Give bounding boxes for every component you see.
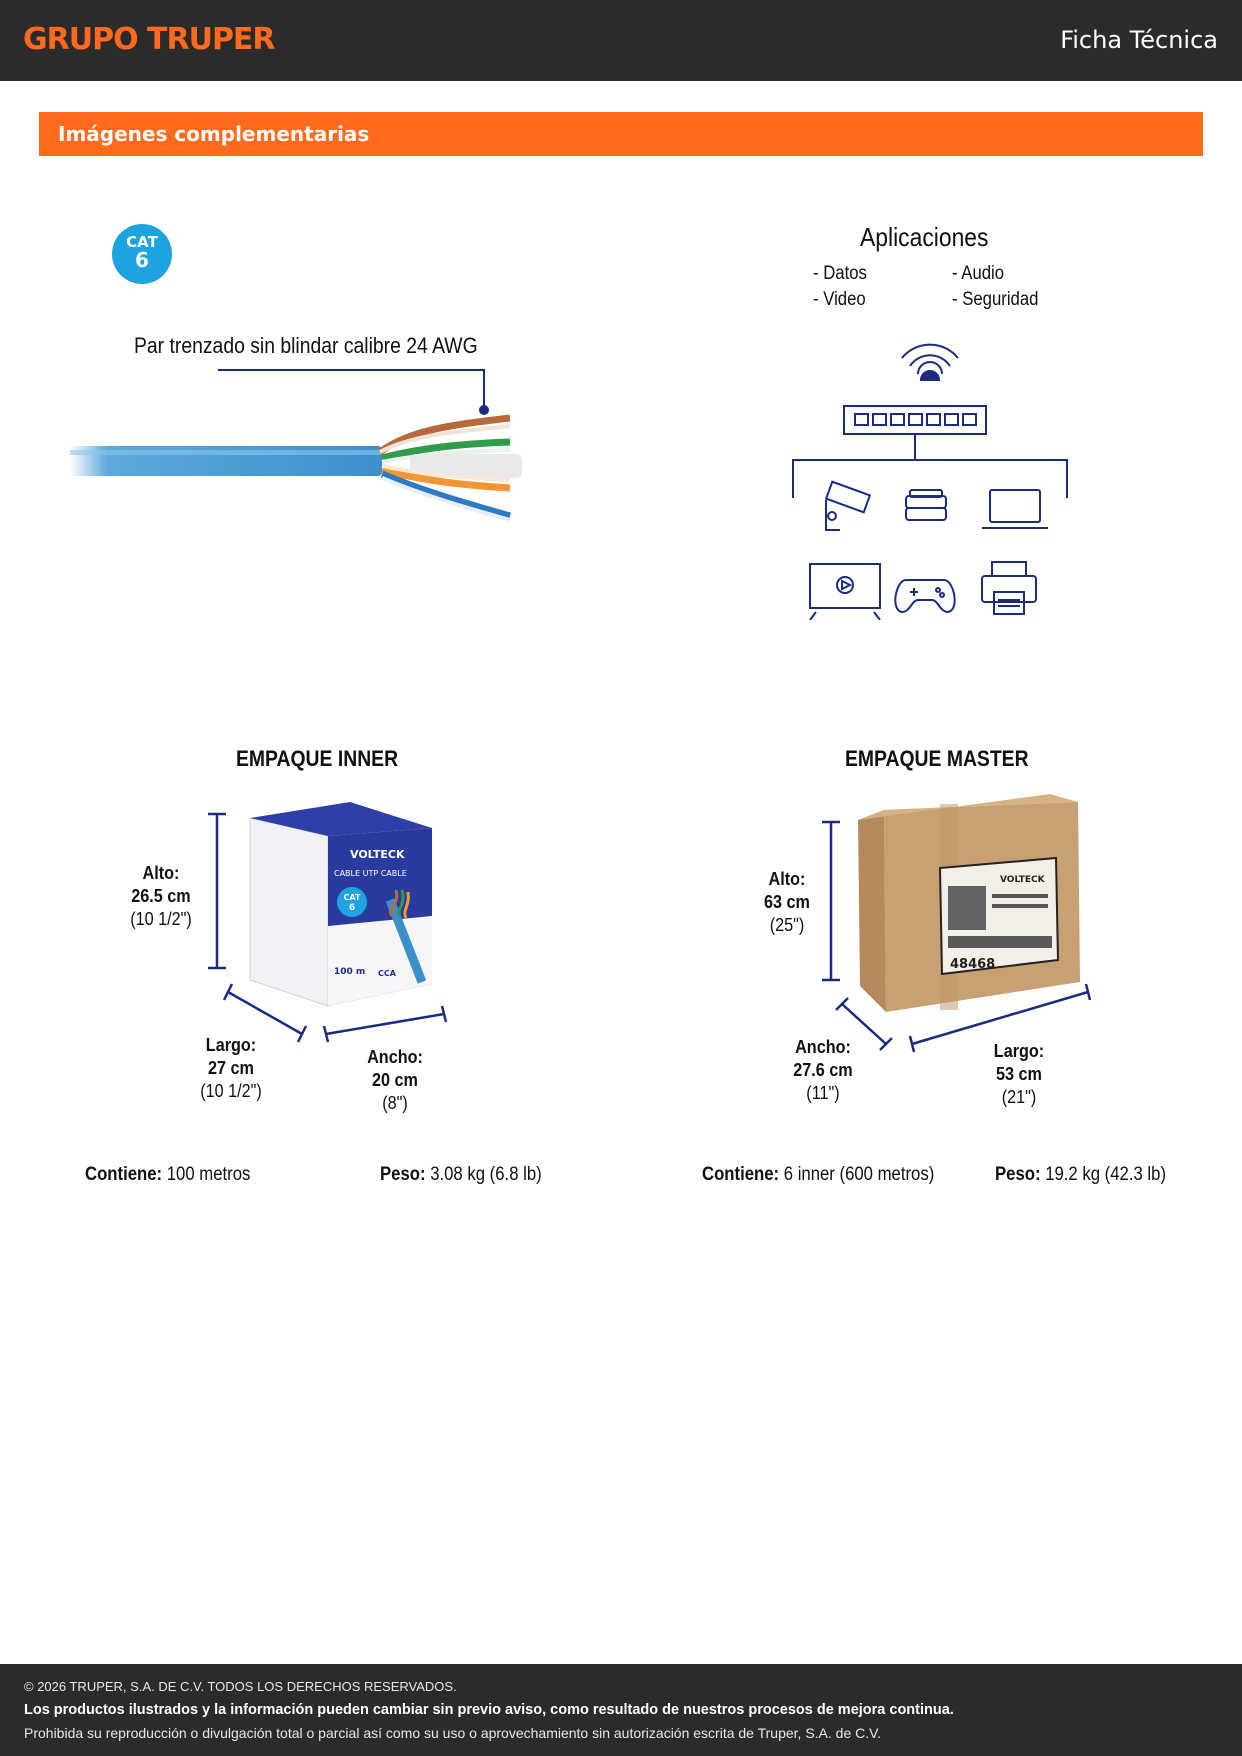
cat6-badge bbox=[112, 224, 172, 284]
svg-text:CCA: CCA bbox=[378, 969, 396, 978]
applications-title: Aplicaciones bbox=[860, 222, 989, 252]
inner-weight bbox=[380, 1164, 542, 1186]
cat-badge-label: CAT bbox=[126, 233, 158, 251]
dimension-imperial: (21") bbox=[1001, 1087, 1037, 1107]
application-item: - Audio bbox=[952, 263, 1005, 284]
dimension-label: Alto: bbox=[768, 869, 806, 889]
master-ancho-dimension bbox=[774, 1036, 873, 1105]
game-controller-icon bbox=[895, 580, 954, 612]
inner-pack-title: EMPAQUE INNER bbox=[236, 746, 399, 771]
weight-value: 19.2 kg (42.3 lb) bbox=[1045, 1164, 1167, 1185]
dimension-label: Largo: bbox=[205, 1035, 257, 1055]
master-contents bbox=[702, 1164, 934, 1186]
weight-label: Peso: bbox=[380, 1164, 426, 1185]
dimension-imperial: (8") bbox=[382, 1093, 408, 1113]
dimension-value: 26.5 cm bbox=[131, 886, 191, 906]
dimension-value: 27.6 cm bbox=[793, 1060, 853, 1080]
inner-box-image bbox=[200, 796, 460, 1046]
section-title: Imágenes complementarias bbox=[58, 122, 370, 146]
notice-text: Los productos ilustrados y la información pueden cambiar sin previo aviso, como resultado de nuestros procesos de mejora continua. bbox=[24, 1702, 954, 1718]
laptop-icon bbox=[982, 490, 1048, 528]
inner-ancho-dimension bbox=[346, 1046, 445, 1115]
smart-tv-icon bbox=[810, 564, 880, 620]
cat-badge-number: 6 bbox=[135, 248, 149, 272]
svg-text:6: 6 bbox=[348, 903, 356, 913]
section-header-bar bbox=[39, 112, 1203, 156]
wifi-icon bbox=[902, 345, 958, 380]
network-diagram bbox=[780, 330, 1080, 620]
dimension-value: 53 cm bbox=[996, 1064, 1042, 1084]
dimension-imperial: (11") bbox=[806, 1083, 840, 1103]
weight-label: Peso: bbox=[995, 1164, 1041, 1185]
application-item: - Seguridad bbox=[952, 289, 1039, 310]
inner-largo-dimension bbox=[182, 1034, 281, 1103]
svg-text:VOLTECK: VOLTECK bbox=[350, 848, 405, 861]
svg-text:CABLE UTP CABLE: CABLE UTP CABLE bbox=[334, 869, 407, 878]
copyright-text: © 2026 TRUPER, S.A. DE C.V. TODOS LOS DERECHOS RESERVADOS. bbox=[24, 1679, 457, 1694]
dimension-label: Alto: bbox=[142, 863, 180, 883]
master-alto-dimension bbox=[738, 868, 837, 937]
svg-text:100 m: 100 m bbox=[334, 967, 366, 977]
weight-value: 3.08 kg (6.8 lb) bbox=[430, 1164, 542, 1185]
master-weight bbox=[995, 1164, 1166, 1186]
media-device-icon bbox=[906, 490, 946, 520]
master-pack-title: EMPAQUE MASTER bbox=[845, 746, 1029, 771]
inner-alto-dimension bbox=[112, 862, 211, 931]
dimension-imperial: (10 1/2") bbox=[130, 909, 192, 929]
dimension-imperial: (25") bbox=[769, 915, 805, 935]
truper-logo: GRUPO TRUPER bbox=[23, 22, 275, 57]
dimension-value: 27 cm bbox=[208, 1058, 254, 1078]
application-item: - Datos bbox=[813, 263, 867, 284]
inner-contents bbox=[85, 1164, 250, 1186]
dimension-label: Ancho: bbox=[795, 1037, 851, 1057]
contents-label: Contiene: bbox=[85, 1164, 163, 1185]
printer-icon bbox=[982, 562, 1036, 614]
svg-text:48468: 48468 bbox=[950, 957, 996, 972]
dimension-value: 20 cm bbox=[372, 1070, 418, 1090]
dimension-label: Largo: bbox=[993, 1041, 1045, 1061]
master-largo-dimension bbox=[970, 1040, 1069, 1109]
contents-value: 100 metros bbox=[166, 1164, 251, 1185]
cable-callout-text: Par trenzado sin blindar calibre 24 AWG bbox=[134, 333, 478, 358]
svg-text:CAT: CAT bbox=[343, 893, 361, 902]
utp-cable-image bbox=[70, 340, 550, 530]
page-footer bbox=[0, 1664, 1242, 1756]
contents-value: 6 inner (600 metros) bbox=[783, 1164, 935, 1185]
network-switch-icon bbox=[844, 406, 986, 434]
document-type: Ficha Técnica bbox=[1060, 26, 1218, 54]
legal-text: Prohibida su reproducción o divulgación total o parcial así como su uso o aprovechamiento sin autorización escrita de Truper, S.A. de C.V. bbox=[24, 1725, 882, 1741]
svg-text:VOLTECK: VOLTECK bbox=[1000, 875, 1045, 885]
dimension-label: Ancho: bbox=[367, 1047, 423, 1067]
dimension-value: 63 cm bbox=[764, 892, 810, 912]
contents-label: Contiene: bbox=[702, 1164, 780, 1185]
application-item: - Video bbox=[813, 289, 866, 310]
dimension-imperial: (10 1/2") bbox=[200, 1081, 262, 1101]
security-camera-icon bbox=[826, 482, 870, 530]
page-header bbox=[0, 0, 1242, 81]
master-box-image bbox=[820, 790, 1100, 1056]
